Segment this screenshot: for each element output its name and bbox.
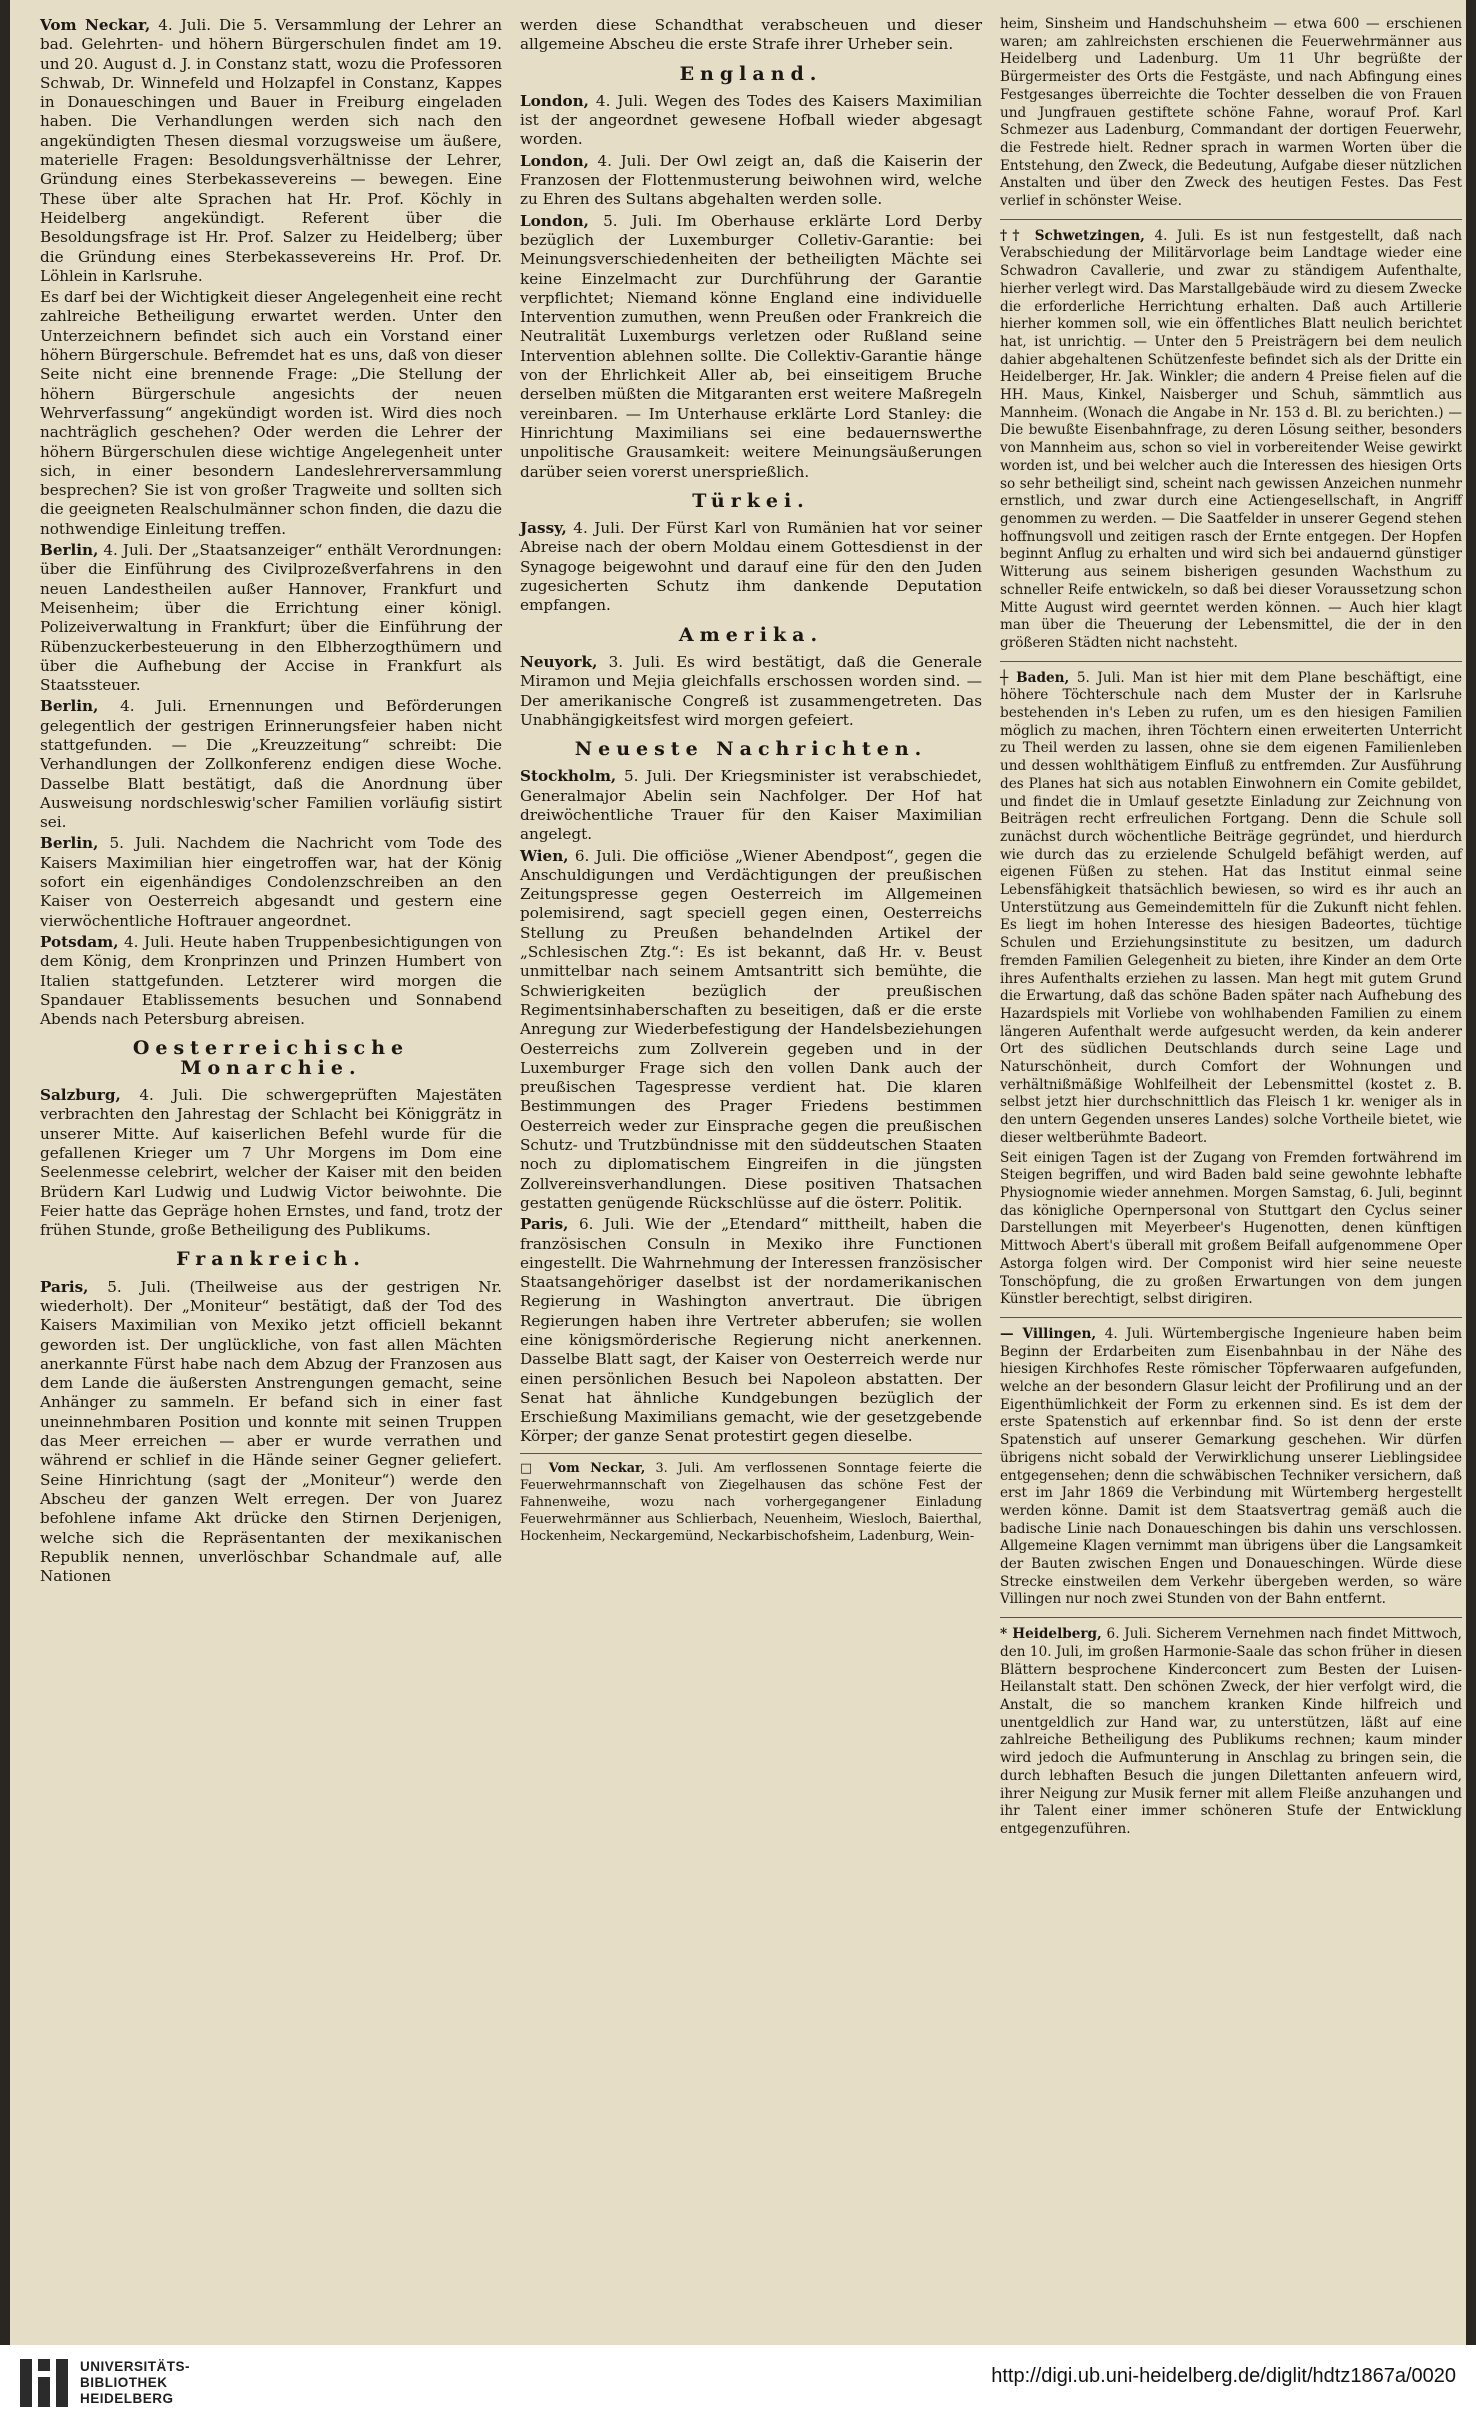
article-dateline: London, <box>520 91 589 110</box>
article-paragraph <box>1000 16 1462 211</box>
library-logo[interactable] <box>20 2359 190 2407</box>
article-paragraph <box>520 1215 982 1447</box>
article-dateline: Berlin, <box>40 834 99 853</box>
article-text: 4. Juli. Der „Staatsanzeiger“ enthält Verordnungen: über die Einführung des Civilprozeßverfahrens in den neuen Landestheilen außer Hannover, Frankfurt und Meisenheim; über die Errichtung einer königl. Polizeiverwaltung in Frankfurt; über die Einführung der Rübenzuckerbesteuerung in den Elbherzogthümern und über die Aufhebung der Accise in Frankfurt als Staatssteuer. <box>40 541 503 695</box>
article-dateline: Wien, <box>520 846 569 865</box>
article-text: 4. Juli. Ernennungen und Beförderungen gelegentlich der gestrigen Erinnerungsfeier haben nicht stattgefunden. — Die „Kreuzzeitung“ schreibt: Die Verhandlungen der Zollkonferenz endigen diese Woche. Dasselbe Blatt bestätigt, daß die Anordnung über Ausweisung nordschleswig'scher Familien vorläufig sistirt sei. <box>40 697 502 832</box>
article-paragraph <box>1000 670 1462 1148</box>
column-3 <box>1000 16 1462 1841</box>
article-text: 4. Juli. Heute haben Truppenbesichtigungen von dem König, dem Kronprinzen und Prinzen Humbert von Italien stattgefunden. Letzterer wird morgen die Spandauer Etablissements besuchen und Sonnabend Abends nach Petersburg abreisen. <box>40 932 503 1029</box>
article-text: 5. Juli. Im Oberhause erklärte Lord Derby bezüglich der Luxemburger Colletiv-Garantie: bei Meinungsverschiedenheiten der betheiligten Mächte sei keine Einzelmacht zur Durchführung der Garantie verpflichtet; Niemand könne England eine individuelle Intervention zumuthen, wenn Preußen oder Frankreich die Neutralität Luxemburgs verletzen oder Rußland seine Intervention ablehnen sollte. Die Collektiv-Garantie hänge von der Ehrlichkeit Aller ab, bei einseitigem Bruche derselben müßten die Mitgaranten erst weitere Maßregeln vereinbaren. — Im Unterhause erklärte Lord Stanley: die Hinrichtung Maximilians sei eine bedauernswerthe unpolitische Grausamkeit: weitere Meinungsäußerungen darüber seien vorerst unersprießlich. <box>520 211 982 481</box>
article-dateline: Paris, <box>40 1277 89 1296</box>
logo-line-1: UNIVERSITÄTS- <box>80 2359 191 2374</box>
article-dateline: Stockholm, <box>520 767 617 786</box>
article-paragraph <box>1000 228 1462 653</box>
article-text: 6. Juli. Wie der „Etendard“ mittheilt, haben die französischen Consuln in Mexiko ihre Functionen eingestellt. Die Wahrnehmung der Interessen französischer Staatsangehöriger daselbst ist der nordamerikanischen Regierung in Washington anvertraut. Die übrigen Regierungen haben ihre Vertreter abberufen; sie wollen eine königsmörderische Regierung nicht anerkennen. Dasselbe Blatt sagt, der Kaiser von Oesterreich werde nur einen persönlichen Besuch bei Napoleon abstatten. Der Senat hat ähnliche Kundgebungen bezüglich der Erschießung Maximilians gemacht, wie der gesetzgebende Körper; der ganze Senat protestirt gegen dieselbe. <box>520 1215 982 1446</box>
newspaper-page <box>10 0 1466 2345</box>
article-text: 3. Juli. Am verflossenen Sonntage feierte die Feuerwehrmannschaft von Ziegelhausen das schöne Fest der Fahnenweihe, wozu nach vorhergegangener Einladung Feuerwehrmänner aus Schlierbach, Neuenheim, Wiesloch, Baierthal, Hockenheim, Neckargemünd, Neckarbischofsheim, Ladenburg, Wein- <box>520 1460 982 1544</box>
article-text: 4. Juli. Die schwergeprüften Majestäten verbrachten den Jahrestag der Schlacht bei Königgrätz in unserer Mitte. Auf kaiserlichen Befehl wurde für die gefallenen Krieger um 7 Uhr Morgens im Dom eine Seelenmesse celebrirt, welcher der Kaiser mit den beiden Brüdern Karl Ludwig und Ludwig Victor beiwohnte. Die Feier hatte das Gepräge hohen Ernstes, und fand, trotz der frühen Stunde, große Betheiligung des Publikums. <box>40 1086 502 1240</box>
article-text: 4. Juli. Wegen des Todes des Kaisers Maximilian ist der angeordnet gewesene Hofball wieder abgesagt worden. <box>520 91 983 149</box>
article-text: Seit einigen Tagen ist der Zugang von Fremden fortwährend im Steigen begriffen, und wird Baden bald seine gewohnte lebhafte Physiognomie wieder annehmen. Morgen Samstag, 6. Juli, beginnt das königliche Opernpersonal von Stuttgart den Cyclus seiner Darstellungen mit Meyerbeer's Hugenotten, denen künftigen Mittwoch Abert's überall mit großem Beifall aufgenommene Oper Astorga folgen wird. Der Componist wird hier seine neueste Tonschöpfung, die zu großen Erwartungen von dem jungen Künstler berechtigt, selbst dirigiren. <box>1000 1149 1462 1308</box>
logo-line-2: BIBLIOTHEK <box>80 2375 168 2390</box>
article-text: 4. Juli. Der Owl zeigt an, daß die Kaiserin der Franzosen der Flottenmusterung beiwohnen wird, welche zu Ehren des Sultans abgehalten werden solle. <box>520 151 982 209</box>
section-heading: Türkei. <box>692 489 810 512</box>
article-paragraph <box>520 847 982 1214</box>
library-logo-text <box>80 2359 190 2407</box>
divider <box>1000 1617 1462 1618</box>
article-dateline: Salzburg, <box>40 1086 121 1105</box>
article-dateline: London, <box>520 211 589 230</box>
article-dateline: Berlin, <box>40 541 99 560</box>
article-dateline: Berlin, <box>40 697 99 716</box>
article-text: heim, Sinsheim und Handschuhsheim — etwa 600 — erschienen waren; am zahlreichsten erschienen die Feuerwehrmänner aus Heidelberg und Ladenburg. Um 11 Uhr begrüßte der Bürgermeister des Orts die Festgäste, und nach Abfingung eines Festgesanges überreichte die Tochter desselben die von Frauen und Jungfrauen gestiftete schöne Fahne, worauf Prof. Karl Schmezer aus Ladenburg, Commandant der dortigen Feuerwehr, die Festrede hielt. Redner sprach in warmen Worten über die Entstehung, den Zweck, die Bedeutung, Aufgabe dieser nützlichen Anstalten und über den Zweck des heutigen Festes. Das Fest verlief in schönster Weise. <box>1000 16 1462 210</box>
article-dateline: Paris, <box>520 1215 569 1234</box>
footer-bar <box>0 2345 1476 2416</box>
article-dateline: ┼ Baden, <box>1000 669 1070 686</box>
article-paragraph <box>520 1460 982 1545</box>
article-paragraph <box>520 767 982 844</box>
article-dateline: □ Vom Neckar, <box>520 1460 646 1476</box>
article-text: 5. Juli. Man ist hier mit dem Plane beschäftigt, eine höhere Töchterschule nach dem Muster der in Karlsruhe bestehenden in's Leben zu rufen, um es den hiesigen Familien möglich zu machen, ihren Töchtern einen erweiterten Unterricht zu Theil werden zu lassen, ohne sie dem eigenen Familienleben und dessen wohlthätigem Einfluß zu entfremden. Zur Ausführung des Planes hat sich aus notablen Einwohnern ein Comite gebildet, und findet die in Umlauf gesetzte Einladung zur Zeichnung von Beiträgen recht erfreulichen Fortgang. Denn die Schule soll zunächst durch wöchentliche Beiträge gegründet, und hierdurch wie durch das zu erzielende Schulgeld befähigt werden, auf eigenen Füßen zu stehen. Hat das Institut einmal seine Lebensfähigkeit thatsächlich bewiesen, so wird es ihr auch an Unterstützung aus Gemeindemitteln für die Zukunft nicht fehlen. Es liegt im hohen Interesse des hiesigen Badeortes, tüchtige Schulen und Erziehungsinstitute zu besitzen, um dadurch fremden Familien Gelegenheit zu bieten, ihre Kinder an dem Orte ihres Aufenthalts erziehen zu lassen. Man hegt mit gutem Grund die Erwartung, daß das schöne Baden später nach Aufhebung des Hazardspiels mit Vorliebe von wohlhabenden Familien zu einem längeren Aufenthalt werde aufgesucht werden, da kein anderer Ort des südlichen Deutschlands durch seine Lage und Naturschönheit, durch Comfort der Wohnungen und verhältnißmäßige Wohlfeilheit der Lebensmittel (kostet z. B. selbst jetzt hier durchschnittlich das Fleisch 1 kr. weniger als in den untern Gegenden unseres Landes) solche Vortheile bietet, wie dieser weltberühmte Badeort. <box>1000 669 1463 1146</box>
article-paragraph <box>40 933 502 1029</box>
article-paragraph <box>1000 1326 1462 1609</box>
article-paragraph <box>1000 1626 1462 1838</box>
source-url[interactable]: http://digi.ub.uni-heidelberg.de/diglit/hdtz1867a/0020 <box>991 2365 1456 2387</box>
article-paragraph <box>1000 1150 1462 1309</box>
article-paragraph <box>40 288 502 539</box>
section-heading: Frankreich. <box>176 1248 366 1271</box>
article-dateline: Vom Neckar, <box>40 16 151 34</box>
article-paragraph <box>40 1278 502 1587</box>
article-paragraph <box>520 212 982 482</box>
article-paragraph <box>520 653 982 730</box>
article-dateline: London, <box>520 151 589 170</box>
divider <box>520 1453 982 1454</box>
section-heading: Oesterreichische Monarchie. <box>132 1037 410 1079</box>
article-paragraph <box>40 697 502 832</box>
article-dateline: Jassy, <box>520 519 567 538</box>
article-paragraph <box>520 152 982 210</box>
article-dateline: Neuyork, <box>520 652 598 671</box>
article-text: 5. Juli. (Theilweise aus der gestrigen Nr. wiederholt). Der „Moniteur“ bestätigt, daß der Tod des Kaisers Maximilian von Mexiko jetzt officiell bekannt geworden ist. Der unglückliche, von fast allen Mächten anerkannte Fürst habe nach dem Abzug der Franzosen aus dem Lande die äußersten Anstrengungen gemacht, seine Anhänger zu sammeln. Er befand sich in einer fast uneinnehmbaren Position und konnte mit seinen Truppen das Meer erreichen — aber er wurde verrathen und während er schlief in die Hände seiner Gegner geliefert. Seine Hinrichtung (sagt der „Moniteur“) werde den Abscheu der ganzen Welt erregen. Der von Juarez befohlene infame Akt drücke den Stirnen Derjenigen, welche sich die Repräsentanten der mexikanischen Republik nennen, unverlöschbar Schandmale auf, alle Nationen <box>40 1277 503 1586</box>
article-paragraph <box>520 92 982 150</box>
article-paragraph <box>520 16 982 55</box>
article-text: 3. Juli. Es wird bestätigt, daß die Generale Miramon und Mejia gleichfalls erschossen worden sind. — Der amerikanische Congreß ist zusammengetreten. Das Unabhängigkeitsfest wird morgen gefeiert. <box>520 652 983 729</box>
divider <box>1000 1317 1462 1318</box>
article-dateline: Potsdam, <box>40 932 119 951</box>
article-text: 5. Juli. Der Kriegsminister ist verabschiedet, Generalmajor Abelin sein Nachfolger. Der Hof hat dreiwöchentliche Trauer für den Kaiser Maximilian angelegt. <box>520 767 983 844</box>
article-paragraph <box>520 519 982 615</box>
article-text: 6. Juli. Die officiöse „Wiener Abendpost“, gegen die Anschuldigungen und Verdächtigungen der preußischen Zeitungspresse gegen Oesterreich im Allgemeinen polemisirend, sagt speciell gegen einen, Oesterreichs Stellung zu Preußen behandelnden Artikel der „Schlesischen Ztg.“: Es ist bekannt, daß Hr. v. Beust unmittelbar nach seinem Amtsantritt sich bemühte, die Schwierigkeiten bezüglich der preußischen Regimentsinhaberschaften zu beseitigen, daß er die erste Anregung zur Wiederbefestigung der Handelsbeziehungen Oesterreichs zum Zollverein gegeben und in der Luxemburger Frage sich den vollen Dank auch der preußischen Tagespresse verdient hat. Die klaren Bestimmungen des Prager Friedens bestimmen Oesterreich weder zur Einsprache gegen die preußischen Schutz- und Trutzbündnisse mit den süddeutschen Staaten noch zu diplomatischem Eingreifen in die jüngsten Zollvereinsverhandlungen. Diese positiven Thatsachen gestatten genügende Rückschlüsse auf die österr. Politik. <box>520 846 982 1212</box>
divider <box>1000 661 1462 662</box>
library-logo-icon <box>20 2359 68 2407</box>
divider <box>1000 219 1462 220</box>
article-dateline: * Heidelberg, <box>1000 1626 1102 1643</box>
article-text: 4. Juli. Die 5. Versammlung der Lehrer an bad. Gelehrten- und höhern Bürgerschulen findet am 19. und 20. August d. J. in Constanz statt, wozu die Professoren Schwab, Dr. Winnefeld und Holzapfel in Constanz, Kappes in Donaueschingen und Bauer in Freiburg eingeladen haben. Die Verhandlungen werden sich nach den angekündigten Thesen diesmal vorzugsweise um äußere, materielle Fragen: Besoldungsverhältnisse der Lehrer, Gründung eines Sterbekassevereins — bewegen. Eine These über alte Sprachen hat Hr. Prof. Köchly in Heidelberg angekündigt. Referent über die Besoldungsfrage ist Hr. Prof. Salzer zu Heidelberg; über die Gründung eines Sterbekassevereins Hr. Prof. Dr. Löhlein in Karlsruhe. <box>40 16 502 285</box>
article-paragraph <box>40 541 502 695</box>
article-text: Es darf bei der Wichtigkeit dieser Angelegenheit eine recht zahlreiche Betheiligung erwartet werden. Unter den Unterzeichnern befindet sich auch ein Vorstand einer höhern Bürgerschule. Befremdet hat es uns, daß von dieser Seite nicht eine brennende Frage: „Die Stellung der höhern Bürgerschule angesichts der neuen Wehrverfassung“ angekündigt worden ist. Wird dies noch nachträglich geschehen? Oder werden die Lehrer der höhern Bürgerschulen diese wichtige Angelegenheit unter sich, in einer besondern Landeslehrerversammlung besprechen? Sie ist von großer Tragweite und sollten sich die geeigneten Realschulmänner schon finden, die dazu die nothwendige Einleitung treffen. <box>40 288 502 538</box>
article-text: 4. Juli. Würtembergische Ingenieure haben beim Beginn der Erdarbeiten zum Eisenbahnbau in der Nähe des hiesigen Kirchhofes Reste römischer Töpferwaaren aufgefunden, welche an der besondern Glasur leicht der Profilirung und an der Eigenthümlichkeit der Form zu erkennen sind. Es ist dem der erste Spatenstich auf erkennbar find. So ist denn der erste Spatenstich auf unserer Gemarkung geschehen. Wir dürfen übrigens nicht sobald der Verwirklichung unserer Lieblingsidee entgegensehen; denn die schwäbischen Techniker versichern, daß erst im Jahr 1869 die Verbindung mit Würtemberg hergestellt werden könne. Damit ist dem Staatsvertrag gemäß auch die badische Linie nach Donaueschingen bis dahin uns verschlossen. Allgemeine Klagen vernimmt man übrigens über die Langsamkeit der Bauten zwischen Engen und Donaueschingen. Würde diese Strecke einstweilen dem Verkehr übergeben werden, so wäre Villingen nur noch zwei Stunden von der Bahn entfernt. <box>1000 1325 1463 1608</box>
article-text: 6. Juli. Sicherem Vernehmen nach findet Mittwoch, den 10. Juli, im großen Harmonie-Saale das schon früher in diesen Blättern besprochene Kinderconcert zum Besten der Luisen-Heilanstalt statt. Den schönen Zweck, der hier verfolgt wird, die Anstalt, die so manchem kranken Kinde hilfreich und unentgeldlich zur Hand war, zu unterstützen, läßt auf eine zahlreiche Betheiligung des Publikums rechnen; kaum minder wird jedoch die Aufmunterung in Anschlag zu bringen sein, die durch lebhaften Besuch die jungen Dilettanten anfeuern wird, ihrer Neigung zur Musik ferner mit allem Fleiße anzuhangen und ihr Talent einer immer schöneren Stufe der Entwicklung entgegenzuführen. <box>1000 1626 1462 1837</box>
article-text: 4. Juli. Es ist nun festgestellt, daß nach Verabschiedung der Militärvorlage beim Landtage wieder eine Schwadron Cavallerie, und zwar zu ständigem Aufenthalte, hierher verlegt wird. Das Marstallgebäude wird zu diesem Zwecke die erforderliche Herrichtung erhalten. Daß auch Artillerie hierher kommen soll, wie ein öffentliches Blatt neulich berichtet hat, ist unrichtig. — Unter den 5 Preisträgern bei dem neulich dahier abgehaltenen Schützenfeste befindet sich als der Dritte ein Heidelberger, Hr. Jak. Winkler; die andern 4 Preise fielen auf die HH. Maus, Kinkel, Naisberger und Schuh, sämmtlich aus Mannheim. (Wonach die Angabe in Nr. 153 d. Bl. zu berichten.) — Die bewußte Eisenbahnfrage, zu deren Lösung seither, besonders von Mannheim aus, schon so viel in vorbereitender Weise gewirkt worden ist, und bei welcher auch die Interessen des hiesigen Orts so sehr betheiligt sind, scheint nach gewissen Anzeichen nunmehr ernstlich, und zwar durch eine Actiengesellschaft, in Angriff genommen zu werden. — Die Saatfelder in unserer Gegend stehen hoffnungsvoll und zeitigen rasch der Ernte entgegen. Der Hopfen beginnt Anflug zu erhalten und wird sich bei andauernd günstiger Witterung aus seinem bisherigen gesunden Wachsthum zu schneller Reife entwickeln, so daß bei dieser Voraussetzung schon Mitte August wird geerntet werden können. — Auch hier klagt man über die Theuerung der Lebensmittel, die der in den größeren Städten nicht nachsteht. <box>1000 227 1462 651</box>
column-2 <box>520 16 982 1547</box>
article-text: 5. Juli. Nachdem die Nachricht vom Tode des Kaisers Maximilian hier eingetroffen war, hat der König sofort ein eigenhändiges Condolenzschreiben an den Kaiser von Oesterreich abgesandt und gestern eine vierwöchentliche Hoftrauer angeordnet. <box>40 834 503 930</box>
article-text: 4. Juli. Der Fürst Karl von Rumänien hat vor seiner Abreise nach der obern Moldau einem Gottesdienst in der Synagoge beigewohnt und darauf eine für den den Juden zugesicherten Schutz ihm dankende Deputation empfangen. <box>520 519 983 615</box>
logo-line-3: HEIDELBERG <box>80 2391 174 2406</box>
article-paragraph <box>40 1086 502 1240</box>
article-dateline: — Villingen, <box>1000 1325 1097 1342</box>
article-dateline: †† Schwetzingen, <box>1000 227 1145 244</box>
section-heading: England. <box>679 62 823 85</box>
article-paragraph <box>40 16 502 286</box>
article-paragraph <box>40 834 502 930</box>
article-text: werden diese Schandthat verabscheuen und dieser allgemeine Abscheu die erste Strafe ihrer Urheber sein. <box>520 16 982 54</box>
column-1 <box>40 16 502 1588</box>
section-heading: Amerika. <box>678 623 824 646</box>
section-heading: Neueste Nachrichten. <box>574 738 928 761</box>
